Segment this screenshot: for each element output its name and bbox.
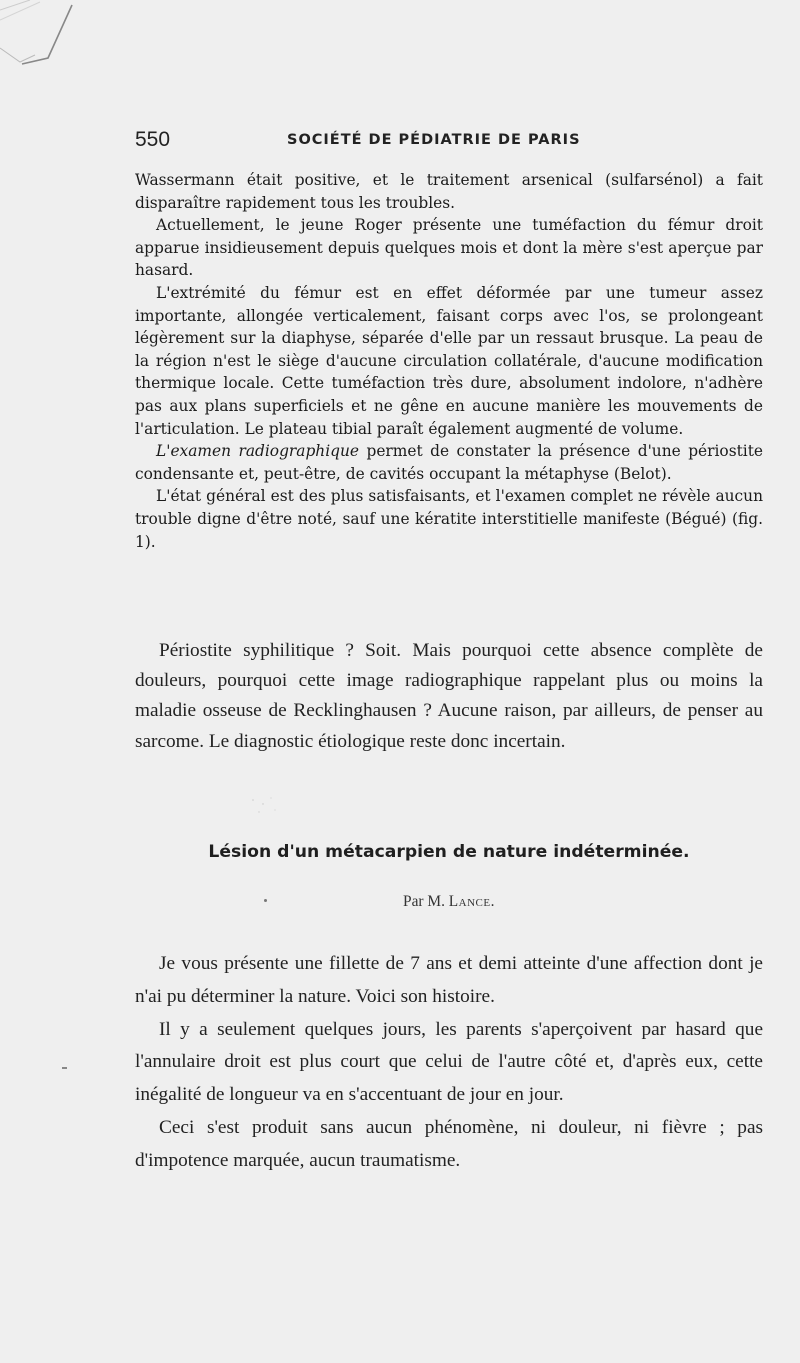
running-title: SOCIÉTÉ DE PÉDIATRIE DE PARIS bbox=[287, 132, 581, 148]
italic-phrase: L'examen radiographique bbox=[156, 442, 360, 461]
author-name: Lance. bbox=[448, 893, 495, 910]
discussion-text bbox=[135, 636, 763, 757]
new-case-text bbox=[135, 948, 763, 1178]
paragraph bbox=[135, 440, 763, 485]
section-title: Lésion d'un métacarpien de nature indéterminée. bbox=[208, 842, 690, 862]
paragraph: Il y a seulement quelques jours, les parents s'aperçoivent par hasard que l'annulaire droit est plus court que celui de l'autre côté et, d'après eux, cette inégalité de longueur va en s'accentuant de jour en jour. bbox=[135, 1018, 763, 1106]
paragraph: Périostite syphilitique ? Soit. Mais pourquoi cette absence complète de douleurs, pourquoi cette image radiographique rappelant plus ou moins la maladie osseuse de Recklinghausen ? Aucune raison, par ailleurs, de penser au sarcome. Le diagnostic étiologique reste donc incertain. bbox=[135, 640, 763, 752]
paragraph: Wassermann était positive, et le traitement arsenical (sulfarsénol) a fait disparaître rapidement tous les troubles. bbox=[135, 171, 763, 212]
paragraph-rest: permet de constater la présence d'une périostite condensante et, peut-être, de cavités occupant la métaphyse (Belot). bbox=[135, 442, 763, 483]
scan-speckle bbox=[245, 790, 285, 820]
page-number: 550 bbox=[135, 128, 171, 151]
folded-corner-mark bbox=[0, 0, 90, 80]
case-report-text bbox=[135, 169, 763, 553]
paragraph: Je vous présente une fillette de 7 ans et demi atteinte d'une affection dont je n'ai pu déterminer la nature. Voici son histoire. bbox=[135, 953, 763, 1007]
stray-dot bbox=[264, 899, 267, 902]
paragraph: Actuellement, le jeune Roger présente une tuméfaction du fémur droit apparue insidieusement depuis quelques mois et dont la mère s'est aperçue par hasard. bbox=[135, 216, 763, 280]
byline bbox=[135, 893, 763, 911]
byline-prefix: Par M. bbox=[403, 893, 449, 910]
paragraph: Ceci s'est produit sans aucun phénomène, ni douleur, ni fièvre ; pas d'impotence marquée, aucun traumatisme. bbox=[135, 1116, 763, 1171]
page-header bbox=[135, 128, 755, 158]
paragraph: L'extrémité du fémur est en effet déformée par une tumeur assez importante, allongée verticalement, faisant corps avec l'os, se prolongeant légèrement sur la diaphyse, séparée d'elle par un ressaut brusque. La peau de la région n'est le siège d'aucune circulation collatérale, d'aucune modification thermique locale. Cette tuméfaction très dure, absolument indolore, n'adhère pas aux plans superficiels et ne gêne en aucune manière les mouvements de l'articulation. Le plateau tibial paraît également augmenté de volume. bbox=[135, 283, 763, 438]
margin-mark bbox=[62, 1067, 67, 1069]
paragraph: L'état général est des plus satisfaisants, et l'examen complet ne révèle aucun trouble digne d'être noté, sauf une kératite interstitielle manifeste (Bégué) (fig. 1). bbox=[135, 487, 763, 551]
